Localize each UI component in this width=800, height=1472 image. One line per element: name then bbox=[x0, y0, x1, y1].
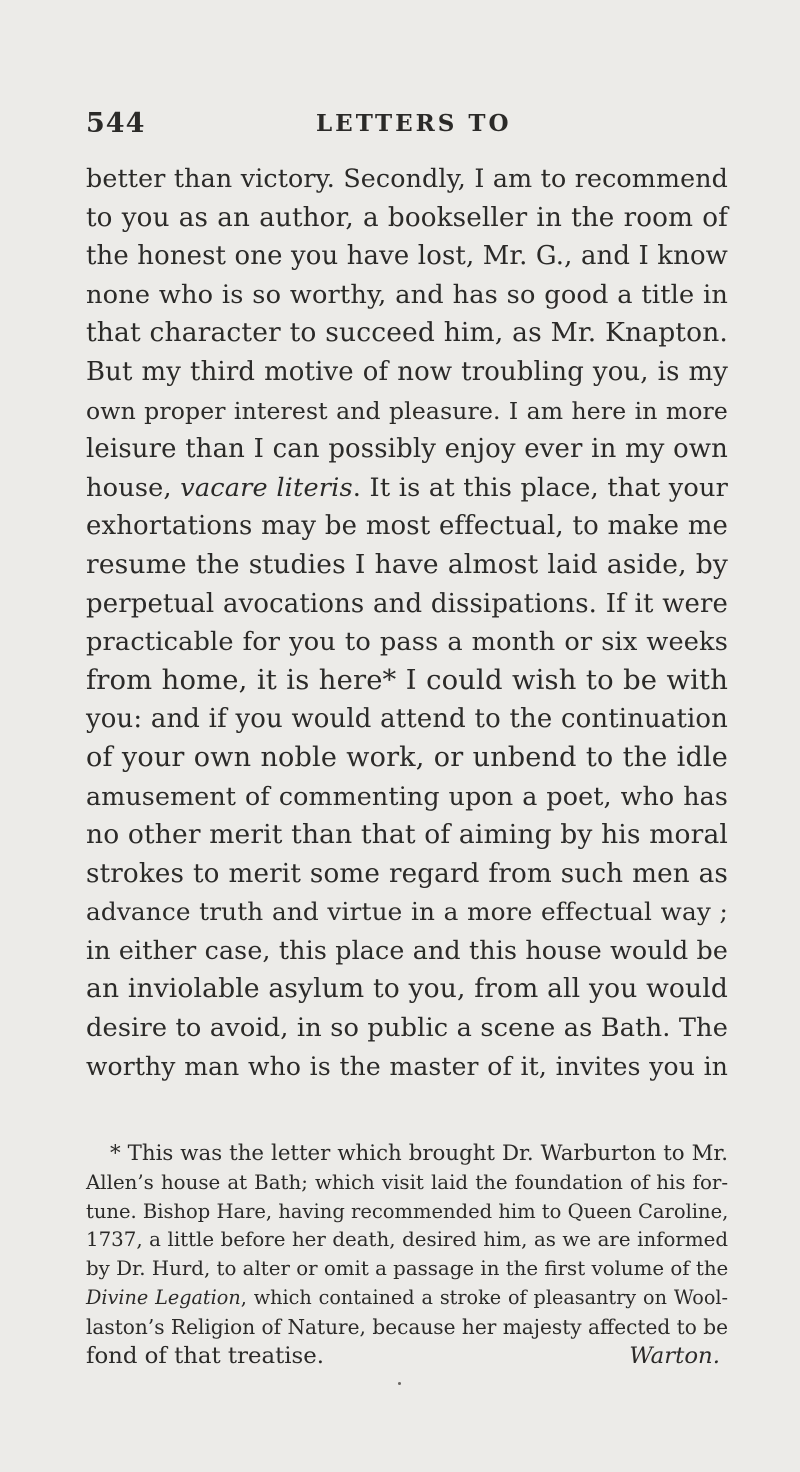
body-line: But my third motive of now troubling you, is my bbox=[86, 356, 728, 387]
body-line: to you as an author, a bookseller in the room of bbox=[86, 202, 728, 233]
footnote-last-line bbox=[86, 1342, 728, 1371]
body-line: resume the studies I have almost laid aside, by bbox=[86, 548, 728, 580]
footnote-line: 1737, a little before her death, desired him, as we are informed bbox=[86, 1228, 728, 1252]
footnote-line: Divine Legation, which contained a stroke of pleasantry on Wool- bbox=[86, 1285, 729, 1309]
body-line: strokes to merit some regard from such men as bbox=[86, 858, 728, 889]
body-line: the honest one you have lost, Mr. G., and I know bbox=[86, 241, 728, 272]
footnote-line: Allen’s house at Bath; which visit laid the foundation of his for- bbox=[86, 1170, 728, 1194]
paper-fleck bbox=[398, 1382, 401, 1385]
body-line: own proper interest and pleasure. I am here in more bbox=[86, 396, 728, 425]
italic-phrase: Divine Legation bbox=[86, 1285, 241, 1309]
body-line: in either case, this place and this house would be bbox=[86, 935, 728, 965]
body-line: of your own noble work, or unbend to the idle bbox=[86, 741, 728, 773]
footnote-line: laston’s Religion of Nature, because her majesty affected to be bbox=[86, 1314, 728, 1339]
body-line: advance truth and virtue in a more effectual way ; bbox=[86, 897, 728, 927]
body-line: from home, it is here* I could wish to be with bbox=[86, 664, 728, 696]
page-header bbox=[86, 108, 726, 148]
footnote-line: * This was the letter which brought Dr. Warburton to Mr. bbox=[110, 1141, 728, 1166]
body-line: better than victory. Secondly, I am to recommend bbox=[86, 164, 728, 193]
footnote bbox=[86, 1140, 728, 1370]
body-line: exhortations may be most effectual, to make me bbox=[86, 511, 728, 542]
body-line: none who is so worthy, and has so good a title in bbox=[86, 279, 728, 310]
footnote-line: by Dr. Hurd, to alter or omit a passage in the first volume of the bbox=[86, 1257, 729, 1281]
body-line: an inviolable asylum to you, from all you would bbox=[86, 973, 728, 1005]
body-line: leisure than I can possibly enjoy ever in my own bbox=[86, 434, 728, 465]
running-head: LETTERS TO bbox=[316, 110, 512, 137]
italic-phrase: vacare literis bbox=[180, 472, 353, 503]
body-line: you: and if you would attend to the continuation bbox=[86, 704, 728, 735]
body-line: perpetual avocations and dissipations. If it were bbox=[86, 588, 728, 619]
body-line: desire to avoid, in so public a scene as Bath. The bbox=[86, 1013, 728, 1044]
body-line: amusement of commenting upon a poet, who has bbox=[86, 781, 728, 811]
body-line: worthy man who is the master of it, invites you in bbox=[86, 1051, 728, 1081]
body-line: house, vacare literis. It is at this place, that your bbox=[86, 472, 728, 503]
body-line: practicable for you to pass a month or six weeks bbox=[86, 627, 728, 658]
footnote-line: fond of that treatise. bbox=[86, 1342, 324, 1369]
footnote-line: tune. Bishop Hare, having recommended him to Queen Caroline, bbox=[86, 1199, 729, 1223]
body-line: no other merit than that of aiming by his moral bbox=[86, 819, 729, 851]
page-number: 544 bbox=[86, 108, 146, 139]
letter-body bbox=[86, 160, 728, 1086]
footnote-signature: Warton. bbox=[629, 1342, 720, 1369]
body-line: that character to succeed him, as Mr. Knapton. bbox=[86, 317, 728, 349]
